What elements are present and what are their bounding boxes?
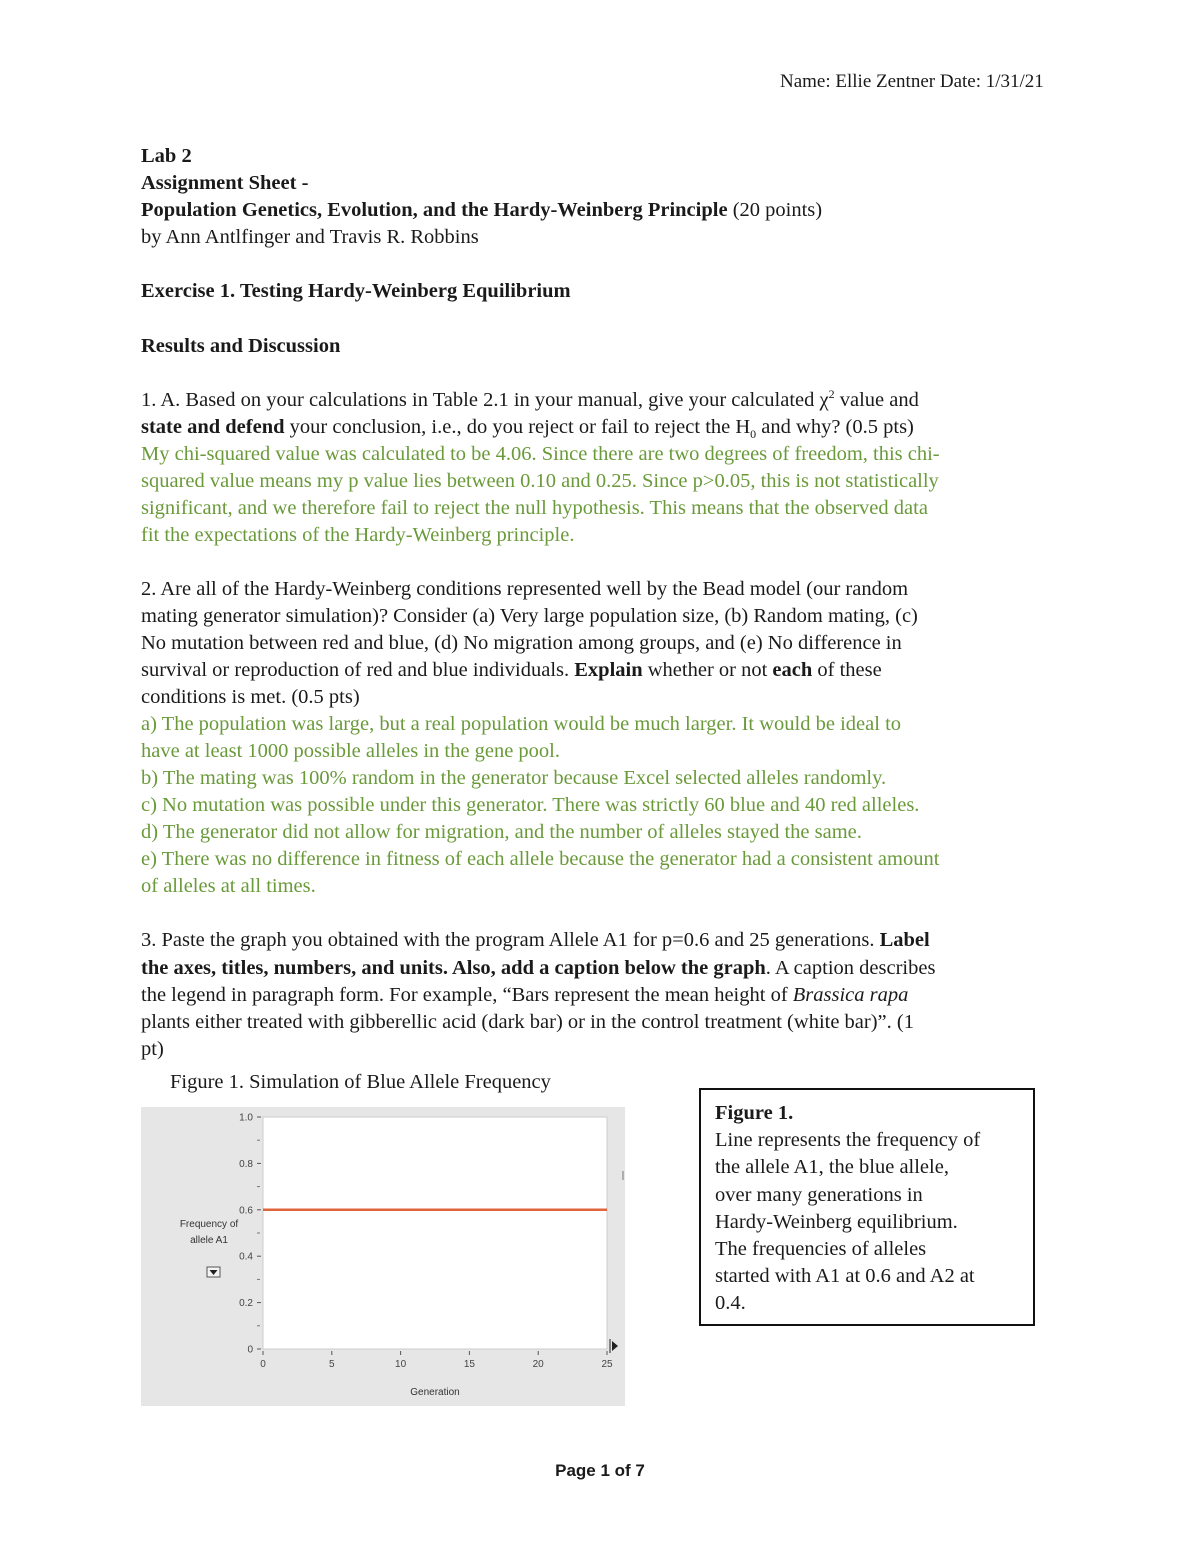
figure-caption-box xyxy=(699,1088,1035,1326)
x-tick-label: 20 xyxy=(532,1359,544,1370)
q2-line-4 xyxy=(141,657,882,684)
x-tick-label: 15 xyxy=(463,1359,475,1370)
q3-line-1 xyxy=(141,927,930,954)
x-tick-label: 0 xyxy=(260,1359,266,1370)
q3-bold: the axes, titles, numbers, and units. Also, add a caption below the graph xyxy=(141,957,766,979)
q1-line-2 xyxy=(141,414,914,441)
page-number: Page 1 of 7 xyxy=(555,1461,645,1480)
q3-text: the legend in paragraph form. For example, “Bars represent the mean height of xyxy=(141,984,793,1006)
q3-line-2 xyxy=(141,955,935,982)
caption-line: over many generations in xyxy=(715,1183,923,1206)
q2-line: conditions is met. (0.5 pts) xyxy=(141,686,360,708)
q3-line-5: pt) xyxy=(141,1038,164,1060)
q2-answer-line: have at least 1000 possible alleles in the gene pool. xyxy=(141,740,560,762)
q2-bold-explain: Explain xyxy=(574,659,643,681)
caption-line: the allele A1, the blue allele, xyxy=(715,1156,949,1179)
q2-line: No mutation between red and blue, (d) No migration among groups, and (e) No difference in xyxy=(141,632,902,654)
q3-line-3 xyxy=(141,982,908,1009)
plot-area xyxy=(263,1117,607,1349)
dropdown-icon[interactable] xyxy=(207,1267,220,1277)
q2-bold-each: each xyxy=(772,659,813,681)
q2-line: mating generator simulation)? Consider (a) Very large population size, (b) Random mating, (c) xyxy=(141,605,918,627)
figure-title: Figure 1. Simulation of Blue Allele Frequency xyxy=(170,1071,551,1093)
exercise-title: . Testing Hardy-Weinberg Equilibrium xyxy=(230,280,571,302)
scroll-right-icon[interactable] xyxy=(612,1341,618,1351)
name-date-header: Name: Ellie Zentner Date: 1/31/21 xyxy=(780,71,1044,92)
q3-text: . A caption describes xyxy=(765,957,936,979)
x-tick-label: 10 xyxy=(395,1359,407,1370)
authors-line: by Ann Antlfinger and Travis R. Robbins xyxy=(141,226,479,248)
y-tick-label: 0.4 xyxy=(239,1251,253,1263)
exercise-heading xyxy=(141,278,571,305)
q1-text-c: your conclusion, i.e., do you reject or fail to reject the H xyxy=(284,416,751,438)
assignment-heading: Assignment Sheet - xyxy=(141,172,309,194)
q3-line-4: plants either treated with gibberellic acid (dark bar) or in the control treatment (white bar)”. (1 xyxy=(141,1011,914,1033)
y-axis-label-line-1: Frequency of xyxy=(179,1219,239,1230)
q2-text: whether or not xyxy=(642,659,773,681)
q2-answer-line: c) No mutation was possible under this generator. There was strictly 60 blue and 40 red alleles. xyxy=(141,794,920,816)
y-tick-label: 0.2 xyxy=(239,1298,253,1310)
q2-answer-line: b) The mating was 100% random in the generator because Excel selected alleles randomly. xyxy=(141,767,887,789)
caption-line: The frequencies of alleles xyxy=(715,1238,927,1261)
caption-line: Line represents the frequency of xyxy=(715,1129,981,1152)
y-axis-label-line-2: allele A1 xyxy=(190,1235,228,1246)
q1-answer-line: significant, and we therefore fail to reject the null hypothesis. This means that the observed data xyxy=(141,497,928,519)
caption-heading: Figure 1. xyxy=(715,1102,794,1124)
q3-text: 3. Paste the graph you obtained with the program Allele A1 for p=0.6 and 25 generations. xyxy=(141,929,880,951)
topic-points: (20 points) xyxy=(727,199,823,221)
q1-text-d: and why? (0.5 pts) xyxy=(756,416,914,438)
q3-bold: Label xyxy=(879,929,930,951)
x-axis-label: Generation xyxy=(410,1387,460,1398)
q2-answer-line: of alleles at all times. xyxy=(141,875,316,897)
x-tick-label: 25 xyxy=(601,1359,613,1370)
allele-frequency-chart xyxy=(141,1107,625,1406)
q1-subscript: 0 xyxy=(750,427,757,442)
q2-line: 2. Are all of the Hardy-Weinberg conditions represented well by the Bead model (our random xyxy=(141,578,909,600)
x-axis xyxy=(260,1351,613,1370)
q1-line-1 xyxy=(141,387,919,414)
caption-line: 0.4. xyxy=(715,1292,746,1315)
q1-answer-line: squared value means my p value lies between 0.10 and 0.25. Since p>0.05, this is not statistically xyxy=(141,470,939,492)
y-tick-label: 0.8 xyxy=(239,1158,253,1170)
topic-title: Population Genetics, Evolution, and the Hardy-Weinberg Principle xyxy=(141,199,728,221)
q2-answer-line: a) The population was large, but a real population would be much larger. It would be ideal to xyxy=(141,713,902,735)
q1-answer-line: My chi-squared value was calculated to be 4.06. Since there are two degrees of freedom, this chi- xyxy=(141,443,940,465)
lab-number: Lab 2 xyxy=(141,145,192,167)
q2-text: survival or reproduction of red and blue individuals. xyxy=(141,659,575,681)
x-tick-label: 5 xyxy=(329,1359,335,1370)
caption-line: Hardy-Weinberg equilibrium. xyxy=(715,1210,958,1233)
q1-text-b: value and xyxy=(834,389,919,411)
q1-answer-line: fit the expectations of the Hardy-Weinberg principle. xyxy=(141,524,575,546)
y-tick-label: 1.0 xyxy=(239,1112,253,1124)
y-tick-label: 0 xyxy=(247,1344,253,1356)
y-tick-label: 0.6 xyxy=(239,1205,253,1217)
caption-line: started with A1 at 0.6 and A2 at xyxy=(715,1265,975,1288)
q2-answer-line: e) There was no difference in fitness of each allele because the generator had a consistent amount xyxy=(141,848,940,870)
topic-line xyxy=(141,197,822,224)
q2-text: of these xyxy=(812,659,882,681)
y-axis xyxy=(239,1113,261,1356)
q1-text-a: 1. A. Based on your calculations in Table 2.1 in your manual, give your calculated χ xyxy=(141,389,829,411)
q1-superscript: 2 xyxy=(828,387,835,402)
exercise-number: Exercise 1 xyxy=(141,280,230,302)
q3-italic-species: Brassica rapa xyxy=(792,984,909,1006)
q2-answer-line: d) The generator did not allow for migration, and the number of alleles stayed the same. xyxy=(141,821,862,843)
section-heading: Results and Discussion xyxy=(141,335,341,357)
q1-bold: state and defend xyxy=(141,416,285,438)
